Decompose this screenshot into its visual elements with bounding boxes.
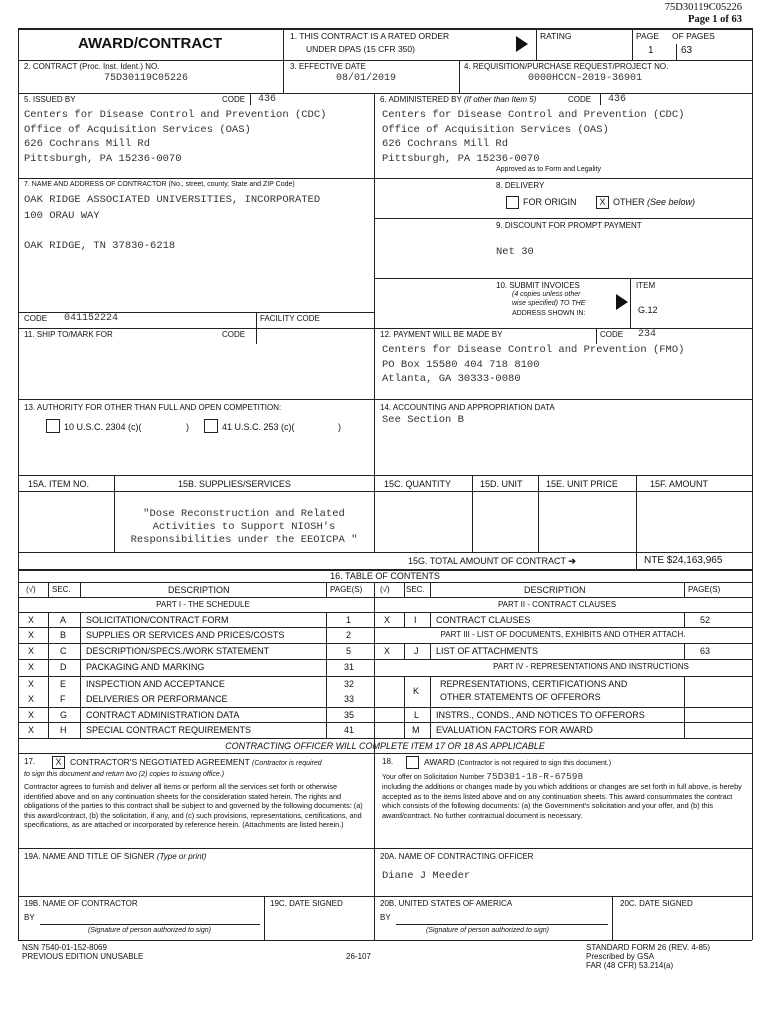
contractor-name: OAK RIDGE ASSOCIATED UNIVERSITIES, INCORPORATED: [24, 194, 321, 206]
footer-prescribed: Prescribed by GSA: [586, 952, 655, 961]
toc-col-pages-left: PAGE(S): [330, 585, 363, 594]
toc-part-3: PART III - LIST OF DOCUMENTS, EXHIBITS AND OTHER ATTACH.: [440, 630, 686, 639]
contractor-label: 7. NAME AND ADDRESS OF CONTRACTOR (No., street, county, State and ZIP Code): [24, 181, 295, 188]
toc-sec: I: [414, 615, 417, 625]
toc-desc: INSPECTION AND ACCEPTANCE: [86, 679, 225, 689]
total-label: 15G. TOTAL AMOUNT OF CONTRACT ➔: [408, 556, 576, 566]
toc-desc: EVALUATION FACTORS FOR AWARD: [436, 725, 593, 735]
invoices-item-value: G.12: [638, 305, 658, 315]
discount-label: 9. DISCOUNT FOR PROMPT PAYMENT: [496, 221, 642, 230]
col-supplies: 15B. SUPPLIES/SERVICES: [178, 479, 291, 489]
other-label: OTHER (See below): [613, 197, 696, 207]
invoices-note-3: ADDRESS SHOWN IN:: [512, 310, 586, 317]
contractor-by-label: BY: [24, 913, 35, 922]
accounting-value: See Section B: [382, 414, 464, 426]
payment-code-label: CODE: [600, 330, 624, 339]
toc-desc: DESCRIPTION/SPECS./WORK STATEMENT: [86, 646, 270, 656]
item18-title: AWARD (Contractor is not required to sign this document.): [424, 757, 612, 767]
invoices-note-1: (4 copies unless other: [512, 291, 581, 298]
contractor-date-label: 19C. DATE SIGNED: [270, 899, 343, 908]
contractor-name-label: 19B. NAME OF CONTRACTOR: [24, 899, 138, 908]
item17-title: CONTRACTOR'S NEGOTIATED AGREEMENT (Contractor is required: [70, 757, 322, 767]
requisition-label: 4. REQUISITION/PURCHASE REQUEST/PROJECT NO.: [464, 62, 669, 71]
toc-page: 32: [344, 679, 355, 689]
col-quantity: 15C. QUANTITY: [384, 479, 452, 489]
supplies-description: "Dose Reconstruction and Related Activities to Support NIOSH's Responsibilities under the EEOICPA ": [130, 508, 358, 546]
rated-order-label: 1. THIS CONTRACT IS A RATED ORDER: [290, 31, 450, 41]
toc-col-desc-left: DESCRIPTION: [168, 585, 230, 595]
toc-col-pages-right: PAGE(S): [688, 585, 721, 594]
requisition-value: 0000HCCN-2019-36901: [528, 73, 643, 84]
toc-sec: M: [412, 725, 420, 735]
officer-signature-note: (Signature of person authorized to sign): [426, 927, 549, 934]
payment-code-value: 234: [638, 329, 657, 340]
toc-check: X: [28, 694, 35, 704]
officer-date-label: 20C. DATE SIGNED: [620, 899, 693, 908]
form-title: AWARD/CONTRACT: [78, 35, 223, 52]
administered-by-code-label: CODE: [568, 95, 592, 104]
toc-sec: G: [60, 710, 68, 720]
authority-10usc-close: ): [186, 422, 189, 432]
toc-part-1: PART I - THE SCHEDULE: [156, 600, 250, 609]
effective-date-label: 3. EFFECTIVE DATE: [290, 62, 366, 71]
toc-page: 41: [344, 725, 355, 735]
page-indicator: Page 1 of 63: [688, 14, 742, 25]
toc-check: X: [28, 679, 35, 689]
toc-desc: SUPPLIES OR SERVICES AND PRICES/COSTS: [86, 630, 285, 640]
document-number: 75D30119C05226: [664, 2, 742, 13]
toc-sec: B: [60, 630, 67, 640]
footer-far: FAR (48 CFR) 53.214(a): [586, 961, 674, 970]
toc-desc: DELIVERIES OR PERFORMANCE: [86, 694, 228, 704]
arrow-right-icon: [616, 294, 628, 310]
authority-label: 13. AUTHORITY FOR OTHER THAN FULL AND OPEN COMPETITION:: [24, 403, 282, 412]
item18-number: 18.: [382, 757, 394, 766]
toc-page: 1: [346, 615, 352, 625]
authority-41usc-checkbox[interactable]: [204, 419, 218, 433]
administered-by-label: 6. ADMINISTERED BY (If other than Item 5): [380, 95, 537, 104]
col-unit-price: 15E. UNIT PRICE: [546, 479, 618, 489]
issued-by-address: Centers for Disease Control and Prevention (CDC) Office of Acquisition Services (OAS) 626 Cochrans Mill Rd Pittsburgh, PA 15236-0070: [24, 109, 327, 165]
contracting-officer-label: 20A. NAME OF CONTRACTING OFFICER: [380, 852, 534, 861]
item18-offer: Your offer on Solicitation Number 75D301-18-R-67598: [382, 771, 584, 782]
toc-page: 35: [344, 710, 355, 720]
other-checkbox[interactable]: X: [596, 196, 609, 209]
solicitation-number: 75D301-18-R-67598: [486, 771, 584, 782]
col-amount: 15F. AMOUNT: [650, 479, 709, 489]
authority-10usc-label: 10 U.S.C. 2304 (c)(: [64, 422, 142, 432]
contractor-city: OAK RIDGE, TN 37830-6218: [24, 240, 176, 252]
approved-note: Approved as to Form and Legality: [496, 166, 602, 173]
item17-line2: to sign this document and return two (2) copies to issuing office.): [24, 771, 225, 778]
contractor-signature-note: (Signature of person authorized to sign): [88, 927, 211, 934]
toc-col-check-left: (√): [26, 585, 36, 594]
of-pages-label: OF PAGES: [672, 31, 715, 41]
toc-part-4: PART IV - REPRESENTATIONS AND INSTRUCTIONS: [493, 662, 689, 671]
toc-sec: E: [60, 679, 67, 689]
authority-10usc-checkbox[interactable]: [46, 419, 60, 433]
ship-to-label: 11. SHIP TO/MARK FOR: [24, 330, 113, 339]
discount-value: Net 30: [496, 246, 534, 258]
authority-41usc-close: ): [338, 422, 341, 432]
item18-checkbox[interactable]: [406, 756, 419, 769]
ship-to-code-label: CODE: [222, 330, 246, 339]
footer-form-code: 26-107: [346, 952, 371, 961]
for-origin-checkbox[interactable]: [506, 196, 519, 209]
invoices-item-label: ITEM: [636, 281, 656, 290]
toc-desc: INSTRS., CONDS., AND NOTICES TO OFFERORS: [436, 710, 645, 720]
toc-title: 16. TABLE OF CONTENTS: [330, 571, 440, 581]
col-unit: 15D. UNIT: [480, 479, 523, 489]
payment-label: 12. PAYMENT WILL BE MADE BY: [380, 330, 503, 339]
submit-invoices-label: 10. SUBMIT INVOICES: [496, 281, 580, 290]
payment-address: Centers for Disease Control and Prevention (FMO) PO Box 15580 404 718 8100 Atlanta, GA 30333-0080: [382, 344, 685, 385]
toc-page: 5: [346, 646, 352, 656]
item18-text: including the additions or changes made by you which additions or changes are set forth in full above, is hereby accepted as to the items listed above and on any continuation sheets. This award consummates the contract which consists of the following documents: (a) the Government's solicitation and your offer, and (b) this award/contract. No further contractual document is necessary.: [382, 782, 742, 820]
issued-by-code-label: CODE: [222, 95, 246, 104]
toc-col-desc-right: DESCRIPTION: [524, 585, 586, 595]
toc-sec: H: [60, 725, 67, 735]
toc-desc: CONTRACT ADMINISTRATION DATA: [86, 710, 240, 720]
toc-page: 52: [700, 615, 711, 625]
officer-by-label: BY: [380, 913, 391, 922]
item17-checkbox[interactable]: X: [52, 756, 65, 769]
toc-sec: A: [60, 615, 67, 625]
contract-no-label: 2. CONTRACT (Proc. Inst. Ident.) NO.: [24, 62, 160, 71]
contractor-code-label: CODE: [24, 314, 48, 323]
contracting-officer-name: Diane J Meeder: [382, 870, 471, 882]
toc-page: 63: [700, 646, 711, 656]
administered-by-code-value: 436: [608, 94, 627, 105]
total-value: NTE $24,163,965: [644, 555, 723, 566]
toc-check: X: [28, 725, 35, 735]
toc-desc: REPRESENTATIONS, CERTIFICATIONS AND: [440, 679, 628, 689]
arrow-right-icon: ➔: [568, 556, 576, 566]
for-origin-label: FOR ORIGIN: [523, 197, 577, 207]
footer-nsn: NSN 7540-01-152-8069: [22, 943, 107, 952]
pages-value: 63: [681, 45, 693, 56]
page-value: 1: [648, 45, 654, 56]
contract-no-value: 75D30119C05226: [104, 73, 189, 84]
toc-sec: D: [60, 662, 67, 672]
usa-label: 20B. UNITED STATES OF AMERICA: [380, 899, 513, 908]
toc-desc: PACKAGING AND MARKING: [86, 662, 205, 672]
contractor-street: 100 ORAU WAY: [24, 210, 100, 222]
delivery-label: 8. DELIVERY: [496, 181, 545, 190]
rated-order-sub: UNDER DPAS (15 CFR 350): [306, 44, 415, 54]
item17-text: Contractor agrees to furnish and deliver all items or perform all the services set forth or otherwise identified above and on any continuation sheets for the consideration stated herein. The rights and obligations of the parties to this contract shall be subject to and governed by the following documents: (a) this award/contract, (b) the solicitation, if any, and (c) such provisions, representations, certifications, and specifications, as are attached or incorporated by reference herein. (Attachments are listed herein.): [24, 782, 363, 829]
toc-desc: LIST OF ATTACHMENTS: [436, 646, 539, 656]
authority-41usc-label: 41 U.S.C. 253 (c)(: [222, 422, 295, 432]
toc-desc: OTHER STATEMENTS OF OFFERORS: [440, 692, 601, 702]
toc-sec: C: [60, 646, 67, 656]
footer-standard-form: STANDARD FORM 26 (REV. 4-85): [586, 943, 711, 952]
toc-check: X: [28, 615, 35, 625]
toc-page: 2: [346, 630, 352, 640]
toc-check: X: [28, 710, 35, 720]
toc-page: 33: [344, 694, 355, 704]
invoices-note-2: wise specified) TO THE: [512, 300, 586, 307]
item17-copies: two (2): [125, 771, 148, 778]
toc-col-sec-right: SEC.: [406, 585, 425, 594]
item17-number: 17.: [24, 757, 36, 766]
accounting-label: 14. ACCOUNTING AND APPROPRIATION DATA: [380, 403, 555, 412]
issued-by-label: 5. ISSUED BY: [24, 95, 76, 104]
toc-check: X: [28, 662, 35, 672]
toc-check: X: [28, 646, 35, 656]
toc-desc: SOLICITATION/CONTRACT FORM: [86, 615, 229, 625]
contractor-code-value: 041152224: [64, 313, 119, 324]
rating-label: RATING: [540, 31, 572, 41]
toc-sec: J: [414, 646, 419, 656]
effective-date-value: 08/01/2019: [336, 73, 397, 84]
contracting-officer-banner: CONTRACTING OFFICER WILL COMPLETE ITEM 17 OR 18 AS APPLICABLE: [225, 741, 545, 751]
footer-previous: PREVIOUS EDITION UNUSABLE: [22, 952, 144, 961]
arrow-right-icon: [516, 36, 528, 52]
toc-col-check-right: (√): [380, 585, 390, 594]
toc-sec: K: [413, 686, 420, 696]
toc-part-2: PART II - CONTRACT CLAUSES: [497, 600, 617, 609]
toc-check: X: [28, 630, 35, 640]
col-item-no: 15A. ITEM NO.: [28, 479, 90, 489]
signer-label: 19A. NAME AND TITLE OF SIGNER (Type or print): [24, 852, 207, 861]
toc-check: X: [384, 615, 391, 625]
page-label: PAGE: [636, 31, 659, 41]
facility-code-label: FACILITY CODE: [260, 314, 320, 323]
toc-check: X: [384, 646, 391, 656]
issued-by-code-value: 436: [258, 94, 277, 105]
toc-sec: F: [60, 694, 66, 704]
toc-desc: CONTRACT CLAUSES: [436, 615, 531, 625]
toc-page: 31: [344, 662, 355, 672]
toc-col-sec-left: SEC.: [52, 585, 71, 594]
toc-desc: SPECIAL CONTRACT REQUIREMENTS: [86, 725, 252, 735]
administered-by-address: Centers for Disease Control and Prevention (CDC) Office of Acquisition Services (OAS) 626 Cochrans Mill Rd Pittsburgh, PA 15236-0070: [382, 109, 685, 165]
toc-sec: L: [414, 710, 420, 720]
